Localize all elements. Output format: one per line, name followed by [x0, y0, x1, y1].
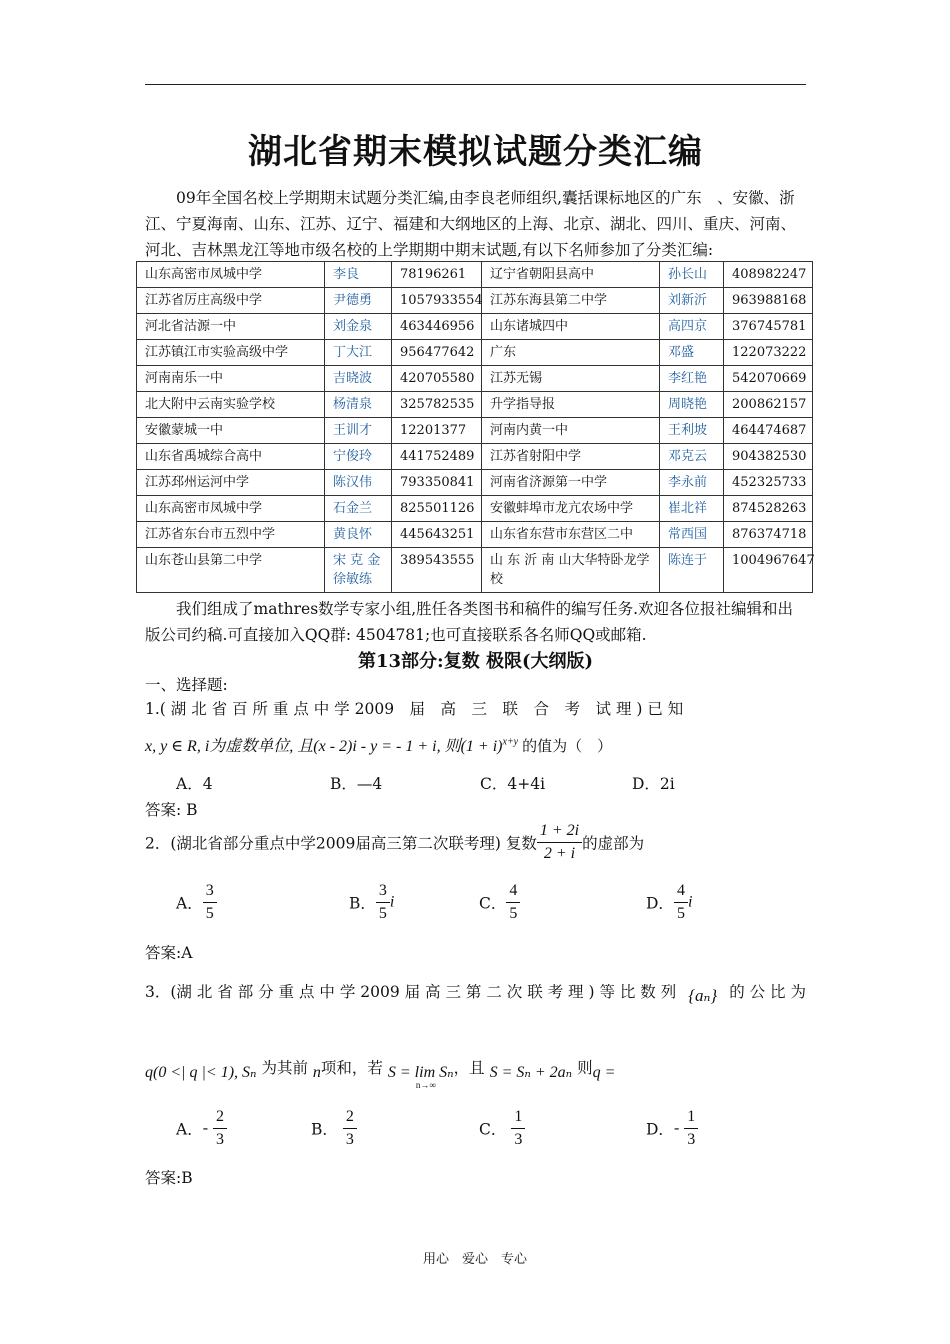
teacher-name-cell: 吉晓波 [325, 366, 392, 392]
qq-number-cell: 452325733 [724, 470, 813, 496]
qq-number-cell: 122073222 [724, 340, 813, 366]
q3-d-label: D． [646, 1120, 674, 1139]
school-cell: 安徽蒙城一中 [137, 418, 325, 444]
school-cell: 山东省东营市东营区二中 [482, 522, 660, 548]
teacher-name-cell: 李永前 [660, 470, 724, 496]
q3-d-den: 3 [687, 1131, 696, 1148]
q3-stem [145, 976, 806, 1006]
q2-option-d[interactable] [646, 880, 692, 925]
q1-stem: 1.( 湖 北 省 百 所 重 点 中 学 2009 届 高 三 联 合 考 试 理 ) 已 知 [145, 700, 684, 718]
qq-number-cell: 78196261 [392, 262, 482, 288]
qq-number-cell: 876374718 [724, 522, 813, 548]
q3-option-c[interactable] [479, 1106, 525, 1151]
school-cell: 江苏镇江市实验高级中学 [137, 340, 325, 366]
school-cell: 江苏无锡 [482, 366, 660, 392]
q2-a-den: 5 [205, 905, 214, 922]
school-cell: 辽宁省朝阳县高中 [482, 262, 660, 288]
q3-q-eq: q = [592, 1064, 616, 1081]
teacher-name-cell: 崔北祥 [660, 496, 724, 522]
q3-a-den: 3 [215, 1131, 224, 1148]
q3-c-num: 1 [511, 1106, 525, 1129]
school-cell: 江苏邳州运河中学 [137, 470, 325, 496]
qq-number-cell: 956477642 [392, 340, 482, 366]
school-cell: 山东高密市凤城中学 [137, 262, 325, 288]
school-cell: 河南内黄一中 [482, 418, 660, 444]
teacher-name-cell: 周晓艳 [660, 392, 724, 418]
school-cell: 山 东 沂 南 山大华特卧龙学校 [482, 548, 660, 593]
qq-number-cell: 325782535 [392, 392, 482, 418]
qq-number-cell: 542070669 [724, 366, 813, 392]
school-cell: 北大附中云南实验学校 [137, 392, 325, 418]
q2-option-a-frac [203, 880, 217, 925]
q3-option-a[interactable] [176, 1106, 227, 1151]
header-rule [145, 84, 806, 85]
q3-b-label: B． [311, 1120, 338, 1139]
school-cell: 河南省济源第一中学 [482, 470, 660, 496]
q2-option-b[interactable] [349, 880, 394, 925]
table-row [137, 496, 813, 522]
teacher-name-cell: 刘新沂 [660, 288, 724, 314]
q2-option-c-label: C． [479, 894, 507, 913]
q3-seq: {aₙ} [688, 986, 718, 1005]
q3-c-label: C． [479, 1120, 507, 1139]
teacher-table [136, 261, 813, 593]
teacher-name-cell: 王训才 [325, 418, 392, 444]
teacher-name-cell: 邓克云 [660, 444, 724, 470]
q1-option-b[interactable]: B．—4 [330, 775, 383, 793]
qq-number-cell: 963988168 [724, 288, 813, 314]
table-row [137, 522, 813, 548]
school-cell: 江苏东海县第二中学 [482, 288, 660, 314]
q3-a-num: 2 [213, 1106, 227, 1129]
q2-fraction [537, 820, 582, 865]
table-row [137, 418, 813, 444]
q3-b-num: 2 [343, 1106, 357, 1129]
qq-number-cell: 389543555 [392, 548, 482, 593]
q2-answer: 答案:A [145, 944, 193, 962]
q3-a-sign: - [202, 1119, 209, 1137]
school-cell: 广东 [482, 340, 660, 366]
q3-relation: S = Sₙ + 2aₙ [489, 1064, 573, 1081]
page-title: 湖北省期末模拟试题分类汇编 [248, 132, 703, 172]
teacher-name-cell: 李良 [325, 262, 392, 288]
q2-c-den: 5 [509, 905, 518, 922]
qq-number-cell: 874528263 [724, 496, 813, 522]
q2-option-a-label: A． [176, 894, 203, 913]
intro-paragraph: 09年全国名校上学期期末试题分类汇编,由李良老师组织,囊括课标地区的广东 、安徽、浙江、宁夏海南、山东、江苏、辽宁、福建和大纲地区的上海、北京、湖北、四川、重庆、河南、河北、吉林黑龙江等地市级名校的上学期期中期末试题,有以下名师参加了分类汇编: [145, 189, 797, 259]
q2-d-den: 5 [676, 905, 685, 922]
q1-option-c[interactable]: C．4+4i [480, 775, 546, 793]
q3-cond-text3: ，且 [453, 1059, 485, 1077]
table-row [137, 314, 813, 340]
q3-cond-math: q(0 <| q |< 1), Sₙ [145, 1064, 257, 1081]
q2-suffix: 的虚部为 [582, 834, 645, 853]
qq-number-cell: 463446956 [392, 314, 482, 340]
q3-option-b[interactable] [311, 1106, 357, 1151]
teacher-name-cell: 尹德勇 [325, 288, 392, 314]
qq-number-cell: 12201377 [392, 418, 482, 444]
teacher-name-cell: 刘金泉 [325, 314, 392, 340]
school-cell: 河南南乐一中 [137, 366, 325, 392]
q2-option-b-frac [376, 880, 390, 925]
school-cell: 河北省沽源一中 [137, 314, 325, 340]
teacher-name-cell: 宋 克 金 徐敏练 [325, 548, 392, 593]
school-cell: 山东诸城四中 [482, 314, 660, 340]
q1-sup: x+y [502, 736, 519, 748]
q3-c-den: 3 [514, 1131, 523, 1148]
school-cell: 江苏省东台市五烈中学 [137, 522, 325, 548]
page-footer: 用心 爱心 专心 [422, 1252, 527, 1267]
q3-d-frac [684, 1106, 698, 1151]
table-row [137, 366, 813, 392]
q3-b-den: 3 [345, 1131, 354, 1148]
table-row [137, 340, 813, 366]
qq-number-cell: 1057933554 [392, 288, 482, 314]
q3-cond-text2: 项和，若 [320, 1059, 383, 1077]
qq-number-cell: 408982247 [724, 262, 813, 288]
table-row [137, 392, 813, 418]
school-cell: 安徽蚌埠市龙亢农场中学 [482, 496, 660, 522]
outro-paragraph: 我们组成了mathres数学专家小组,胜任各类图书和稿件的编写任务.欢迎各位报社编辑和出版公司约稿.可直接加入QQ群: 4504781;也可直接联系各名师QQ或邮箱. [145, 600, 794, 644]
q3-option-d[interactable] [646, 1106, 698, 1151]
q3-prefix: 3．(湖 北 省 部 分 重 点 中 学 2009 届 高 三 第 二 次 联 考 理 ) 等 比 数 列 [145, 983, 677, 1001]
q2-b-num: 3 [376, 880, 390, 903]
q1-suffix: 的值为（ ） [522, 737, 613, 755]
q2-option-a[interactable] [176, 880, 217, 925]
q1-option-d[interactable]: D．2i [632, 775, 675, 793]
teacher-name-cell: 黄良怀 [325, 522, 392, 548]
q2-d-suffix: i [687, 893, 693, 911]
school-cell: 江苏省射阳中学 [482, 444, 660, 470]
q2-stem [145, 820, 644, 865]
q2-b-suffix: i [389, 893, 395, 911]
school-cell: 山东高密市凤城中学 [137, 496, 325, 522]
teacher-name-cell: 杨清泉 [325, 392, 392, 418]
q3-answer: 答案:B [145, 1169, 193, 1187]
q3-d-sign: - [673, 1119, 680, 1137]
table-row [137, 548, 813, 593]
heading-choice: 一、选择题: [145, 676, 228, 694]
q2-option-d-label: D． [646, 894, 674, 913]
q3-n: n [312, 1064, 321, 1081]
teacher-name-cell: 孙长山 [660, 262, 724, 288]
q3-a-label: A． [176, 1120, 203, 1139]
teacher-name-cell: 陈连于 [660, 548, 724, 593]
qq-number-cell: 464474687 [724, 418, 813, 444]
q2-frac-den: 2 + i [543, 845, 576, 862]
teacher-name-cell: 常西国 [660, 522, 724, 548]
teacher-name-cell: 王利坡 [660, 418, 724, 444]
q2-option-c-frac [506, 880, 520, 925]
q3-lim-sub: n→∞ [415, 1080, 436, 1090]
teacher-name-cell: 李红艳 [660, 366, 724, 392]
teacher-name-cell: 石金兰 [325, 496, 392, 522]
q2-b-den: 5 [378, 905, 387, 922]
q3-lim: S = lim Sₙ [387, 1064, 454, 1081]
qq-number-cell: 200862157 [724, 392, 813, 418]
q3-then: 则 [577, 1059, 593, 1077]
q3-b-frac [343, 1106, 357, 1151]
q3-limit [387, 1062, 454, 1090]
table-row [137, 262, 813, 288]
q3-cond-text: 为其前 [261, 1059, 308, 1077]
school-cell: 升学指导报 [482, 392, 660, 418]
q1-math-text: x, y ∈ R, i为虚数单位, 且(x - 2)i - y = - 1 + i, 则(1 + i) [145, 738, 503, 755]
teacher-name-cell: 丁大江 [325, 340, 392, 366]
q1-answer: 答案: B [145, 801, 198, 819]
school-cell: 山东苍山县第二中学 [137, 548, 325, 593]
qq-number-cell: 793350841 [392, 470, 482, 496]
q2-frac-num: 1 + 2i [537, 820, 582, 843]
qq-number-cell: 445643251 [392, 522, 482, 548]
q2-option-d-frac [674, 880, 688, 925]
q1-math [145, 733, 612, 756]
q3-d-num: 1 [684, 1106, 698, 1129]
q3-suffix: 的 公 比 为 [729, 983, 806, 1001]
table-row [137, 444, 813, 470]
q3-c-frac [511, 1106, 525, 1151]
table-row [137, 470, 813, 496]
qq-number-cell: 1004967647 [724, 548, 813, 593]
table-row [137, 288, 813, 314]
q2-prefix: 2．(湖北省部分重点中学2009届高三第二次联考理) 复数 [145, 834, 537, 853]
qq-number-cell: 376745781 [724, 314, 813, 340]
teacher-name-cell: 陈汉伟 [325, 470, 392, 496]
qq-number-cell: 904382530 [724, 444, 813, 470]
q2-option-b-label: B． [349, 894, 376, 913]
school-cell: 山东省禹城综合高中 [137, 444, 325, 470]
q3-condition [145, 1056, 616, 1090]
teacher-name-cell: 邓盛 [660, 340, 724, 366]
q2-c-num: 4 [506, 880, 520, 903]
q2-a-num: 3 [203, 880, 217, 903]
qq-number-cell: 825501126 [392, 496, 482, 522]
q2-option-c[interactable] [479, 880, 520, 925]
q2-d-num: 4 [674, 880, 688, 903]
qq-number-cell: 420705580 [392, 366, 482, 392]
qq-number-cell: 441752489 [392, 444, 482, 470]
teacher-name-cell: 高四京 [660, 314, 724, 340]
q3-a-frac [213, 1106, 227, 1151]
teacher-name-cell: 宁俊玲 [325, 444, 392, 470]
q1-option-a[interactable]: A．4 [176, 775, 213, 793]
school-cell: 江苏省厉庄高级中学 [137, 288, 325, 314]
section-title: 第13部分:复数 极限(大纲版) [358, 651, 593, 672]
